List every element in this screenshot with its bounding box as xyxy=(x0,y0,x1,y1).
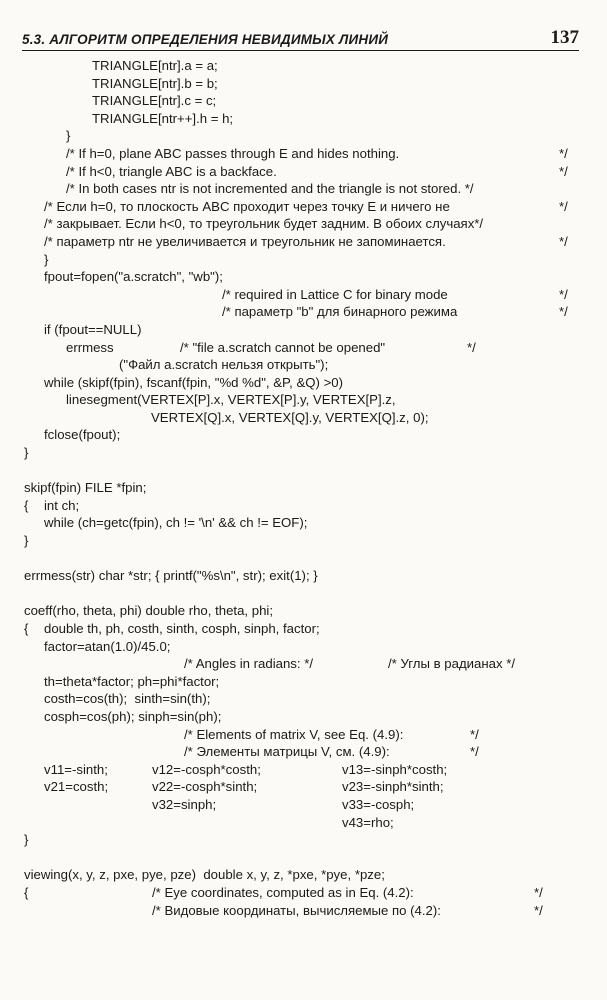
code-segment: factor=atan(1.0)/45.0; xyxy=(44,638,171,654)
code-segment: TRIANGLE[ntr++].h = h; xyxy=(92,110,234,126)
code-line xyxy=(24,409,584,427)
code-segment: */ xyxy=(470,744,479,760)
code-line xyxy=(24,638,584,656)
code-line xyxy=(24,374,584,392)
code-segment: double th, ph, costh, sinth, cosph, sinph, factor; xyxy=(44,621,320,636)
code-line xyxy=(24,532,584,550)
code-segment: { xyxy=(24,497,29,513)
code-segment: } xyxy=(24,445,29,461)
code-segment: /* параметр "b" для бинарного режима xyxy=(222,304,458,320)
code-line xyxy=(24,726,584,744)
blank-line xyxy=(24,462,584,480)
code-segment: v21=costh; xyxy=(44,779,109,795)
code-line xyxy=(24,391,584,409)
code-line xyxy=(24,303,584,321)
code-segment: /* Элементы матрицы V, см. (4.9): xyxy=(184,744,390,760)
code-segment: /* Углы в радианах */ xyxy=(388,656,516,672)
code-line xyxy=(24,673,584,691)
code-segment: v32=sinph; xyxy=(152,796,217,812)
code-line xyxy=(24,866,584,884)
code-segment: VERTEX[Q].x, VERTEX[Q].y, VERTEX[Q].z, 0); xyxy=(151,409,429,425)
code-segment: /* Eye coordinates, computed as in Eq. (4.2): xyxy=(152,884,414,900)
code-segment: /* Видовые координаты, вычисляемые по (4.2): xyxy=(152,902,441,918)
code-line xyxy=(24,743,584,761)
code-line xyxy=(24,620,584,638)
code-line xyxy=(24,198,584,216)
page-header xyxy=(22,28,579,51)
code-segment: /* Если h=0, то плоскость ABC проходит через точку E и ничего не xyxy=(44,198,450,214)
code-segment: while (skipf(fpin), fscanf(fpin, "%d %d", &P, &Q) >0) xyxy=(44,374,343,390)
code-line xyxy=(24,92,584,110)
code-segment: } xyxy=(24,832,29,848)
code-segment: costh=cos(th); sinth=sin(th); xyxy=(44,691,211,707)
code-segment: /* If h<0, triangle ABC is a backface. xyxy=(66,163,277,179)
code-line xyxy=(24,497,584,515)
code-line xyxy=(24,356,584,374)
code-line xyxy=(24,233,584,251)
code-segment: v11=-sinth; xyxy=(44,761,108,777)
code-line xyxy=(24,268,584,286)
code-segment: v33=-cosph; xyxy=(342,796,415,812)
code-line xyxy=(24,831,584,849)
code-segment: linesegment(VERTEX[P].x, VERTEX[P].y, VERTEX[P].z, xyxy=(66,392,396,408)
code-segment: } xyxy=(44,251,49,267)
code-line xyxy=(24,339,584,357)
code-segment: /* параметр ntr не увеличивается и треугольник не запоминается. xyxy=(44,233,446,249)
code-line xyxy=(24,796,584,814)
code-segment: v23=-sinph*sinth; xyxy=(342,779,444,795)
code-line xyxy=(24,761,584,779)
code-segment: while (ch=getc(fpin), ch != '\n' && ch != EOF); xyxy=(44,515,308,531)
code-segment: viewing(x, y, z, pxe, pye, pze) double x, y, z, *pxe, *pye, *pze; xyxy=(24,867,385,883)
blank-line xyxy=(24,585,584,603)
code-segment: /* Elements of matrix V, see Eq. (4.9): xyxy=(184,726,404,742)
code-segment: */ xyxy=(534,902,543,918)
code-line xyxy=(24,110,584,128)
code-line xyxy=(24,426,584,444)
code-line xyxy=(24,902,584,920)
code-line xyxy=(24,321,584,339)
code-segment: v13=-sinph*costh; xyxy=(342,761,448,777)
code-line xyxy=(24,215,584,233)
code-segment: errmess xyxy=(66,339,114,355)
code-segment: cosph=cos(ph); sinph=sin(ph); xyxy=(44,708,222,724)
code-segment: if (fpout==NULL) xyxy=(44,321,142,337)
code-segment: th=theta*factor; ph=phi*factor; xyxy=(44,673,220,689)
code-segment: v22=-cosph*sinth; xyxy=(152,779,258,795)
code-segment: /* Angles in radians: */ xyxy=(184,656,314,672)
code-segment: */ xyxy=(559,163,568,179)
code-segment: } xyxy=(24,533,29,549)
code-line xyxy=(24,814,584,832)
code-segment: */ xyxy=(467,339,476,355)
code-segment: int ch; xyxy=(44,497,80,513)
code-line xyxy=(24,690,584,708)
code-segment: /* закрывает. Если h<0, то треугольник будет задним. В обоих случаях*/ xyxy=(44,216,484,232)
code-line xyxy=(24,567,584,585)
code-segment: /* If h=0, plane ABC passes through E and hides nothing. xyxy=(66,145,400,161)
code-line xyxy=(24,180,584,198)
code-line xyxy=(24,163,584,181)
code-line xyxy=(24,655,584,673)
code-segment: TRIANGLE[ntr].c = c; xyxy=(92,93,217,109)
code-segment: */ xyxy=(559,198,568,214)
code-segment: skipf(fpin) FILE *fpin; xyxy=(24,480,147,496)
page-number: 137 xyxy=(550,27,579,48)
code-segment: v12=-cosph*costh; xyxy=(152,761,261,777)
running-title: 5.3. АЛГОРИТМ ОПРЕДЕЛЕНИЯ НЕВИДИМЫХ ЛИНИЙ xyxy=(22,32,389,47)
blank-line xyxy=(24,550,584,568)
code-line xyxy=(24,602,584,620)
code-line xyxy=(24,514,584,532)
code-segment: /* "file a.scratch cannot be opened" xyxy=(180,339,386,355)
code-segment: */ xyxy=(559,145,568,161)
code-line xyxy=(24,251,584,269)
code-line xyxy=(24,75,584,93)
code-listing xyxy=(24,57,584,919)
code-line xyxy=(24,145,584,163)
code-segment: fclose(fpout); xyxy=(44,427,121,443)
code-segment: */ xyxy=(470,726,479,742)
code-segment: v43=rho; xyxy=(342,814,394,830)
code-segment: TRIANGLE[ntr].b = b; xyxy=(92,75,218,91)
code-segment: errmess(str) char *str; { printf("%s\n", str); exit(1); } xyxy=(24,568,318,584)
code-segment: { xyxy=(24,884,29,900)
code-segment: coeff(rho, theta, phi) double rho, theta, phi; xyxy=(24,603,274,619)
code-line xyxy=(24,479,584,497)
code-line xyxy=(24,127,584,145)
code-segment: */ xyxy=(534,884,543,900)
code-segment: */ xyxy=(559,233,568,249)
code-segment: } xyxy=(66,128,71,144)
code-segment: */ xyxy=(559,304,568,320)
code-segment: */ xyxy=(559,286,568,302)
code-line xyxy=(24,286,584,304)
code-segment: TRIANGLE[ntr].a = a; xyxy=(92,58,218,73)
code-segment: /* required in Lattice C for binary mode xyxy=(222,286,448,302)
code-segment: { xyxy=(24,621,29,636)
code-line xyxy=(24,708,584,726)
code-line xyxy=(24,884,584,902)
code-segment: fpout=fopen("a.scratch", "wb"); xyxy=(44,269,223,285)
code-segment: ("Файл a.scratch нельзя открыть"); xyxy=(119,357,329,373)
code-line xyxy=(24,778,584,796)
blank-line xyxy=(24,849,584,867)
code-line xyxy=(24,57,584,75)
code-line xyxy=(24,444,584,462)
code-segment: /* In both cases ntr is not incremented and the triangle is not stored. */ xyxy=(66,181,474,197)
